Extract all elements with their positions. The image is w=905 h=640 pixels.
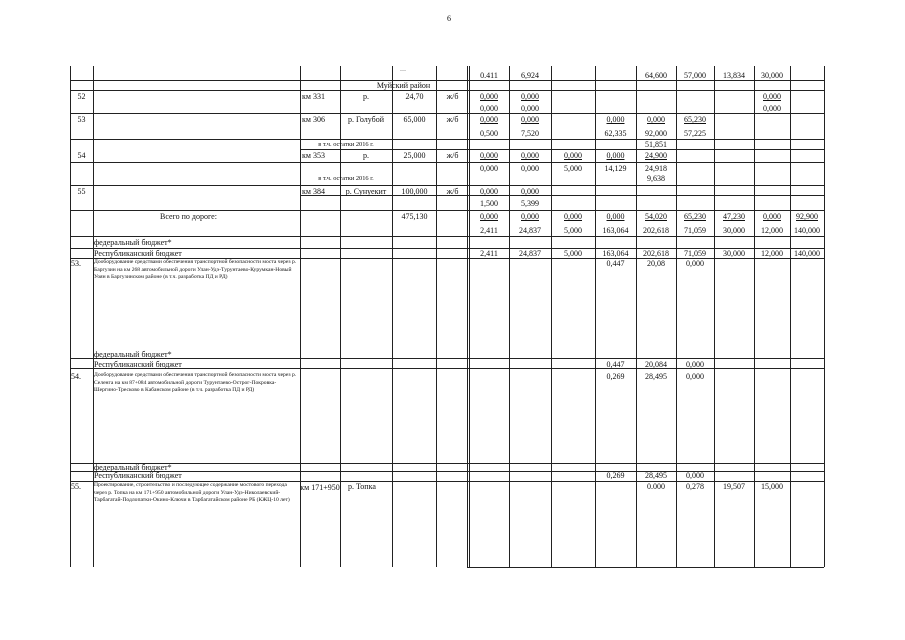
federal-budget-label: федеральный бюджет*	[94, 350, 172, 359]
remainder-label: в т.ч. остатки 2016 г.	[318, 175, 374, 182]
value-cell: 0,269	[606, 471, 625, 480]
federal-budget-label: федеральный бюджет*	[94, 463, 172, 472]
value-cell: 24,900	[645, 151, 667, 160]
value-cell: 92,000	[645, 129, 667, 138]
value-cell: 71,059	[684, 226, 706, 235]
grid-vline	[551, 66, 552, 567]
grid-vline	[714, 66, 715, 567]
item-description: Дооборудование средствами обеспечения транспортной безопасности моста через р. Баргузин на км 268 автомобильной дороги Улан-Удэ-Турунтаево-Курумкан-Новый Уоян в Баргузинском районе (в т.ч. разработка ПД и РД)	[94, 259, 297, 281]
value-cell: 47,230	[723, 212, 745, 221]
km-cell: км 171+950	[300, 483, 340, 492]
total-length: 475,130	[401, 212, 428, 221]
value-cell: 5,399	[521, 199, 539, 208]
federal-budget-label: федеральный бюджет*	[94, 238, 172, 247]
value-cell: 0,000	[686, 259, 704, 268]
value-cell: 15,000	[761, 482, 783, 491]
grid-vline	[467, 66, 468, 567]
grid-vline	[436, 66, 437, 567]
value-cell: 1,500	[480, 199, 498, 208]
value-cell: 9,638	[647, 174, 665, 183]
value-cell: 0,000	[480, 187, 498, 196]
value-cell: 0,000	[686, 360, 704, 369]
value-cell: 0.000	[647, 482, 665, 491]
district-header: Муйский район	[376, 81, 431, 90]
value-cell: 28,495	[645, 471, 667, 480]
value-cell: 30,000	[761, 71, 783, 80]
value-cell: 0,500	[480, 129, 498, 138]
value-cell: 62,335	[604, 129, 627, 138]
value-cell: 0.411	[480, 71, 498, 80]
value-cell: 54,020	[645, 212, 667, 221]
river-cell: р. Сунуекит	[345, 187, 387, 196]
value-cell: 202,618	[643, 249, 669, 258]
value-cell: 51,851	[645, 140, 667, 149]
value-cell: 0,000	[521, 115, 539, 124]
total-label: Всего по дороге:	[160, 212, 217, 221]
grid-hline	[70, 162, 824, 163]
value-cell: 0,278	[686, 482, 704, 491]
value-cell: 0,000	[521, 212, 539, 221]
value-cell: 2,411	[480, 226, 498, 235]
type-cell: ж/б	[446, 92, 459, 101]
value-cell: 65,230	[684, 212, 706, 221]
km-cell: км 353	[302, 151, 325, 160]
grid-hline	[467, 567, 824, 568]
grid-vline	[754, 66, 755, 567]
value-cell: 57,000	[684, 71, 706, 80]
grid-vline	[595, 66, 596, 567]
cut-text: …	[400, 67, 406, 73]
km-cell: км 384	[302, 187, 325, 196]
value-cell: 0,000	[606, 212, 625, 221]
value-cell: 0,000	[763, 212, 781, 221]
km-cell: км 306	[302, 115, 325, 124]
value-cell: 0,000	[564, 212, 582, 221]
length-cell: 65,000	[403, 115, 426, 124]
value-cell: 140,000	[794, 249, 820, 258]
value-cell: 0,000	[480, 151, 498, 160]
grid-hline	[70, 463, 824, 464]
republic-budget-label: Республиканский бюджет	[94, 249, 182, 258]
grid-hline	[70, 210, 824, 211]
value-cell: 0,000	[480, 212, 498, 221]
value-cell: 0,447	[606, 360, 625, 369]
value-cell: 12,000	[761, 226, 783, 235]
value-cell: 163,064	[602, 226, 629, 235]
grid-vline	[469, 66, 470, 567]
grid-vline	[392, 66, 393, 567]
value-cell: 5,000	[564, 164, 582, 173]
grid-vline	[70, 66, 71, 567]
row-number: 54	[77, 151, 86, 160]
grid-hline	[70, 185, 824, 186]
grid-hline	[70, 139, 824, 140]
value-cell: 0,000	[521, 104, 539, 113]
grid-hline	[300, 149, 824, 150]
value-cell: 0,447	[606, 259, 625, 268]
value-cell: 14,129	[604, 164, 627, 173]
value-cell: 24,837	[519, 249, 541, 258]
remainder-label: в т.ч. остатки 2016 г.	[318, 141, 374, 148]
value-cell: 2,411	[480, 249, 498, 258]
grid-hline	[70, 90, 824, 91]
value-cell: 64,600	[645, 71, 667, 80]
value-cell: 71,059	[684, 249, 706, 258]
river-cell: р.	[363, 92, 369, 101]
item-description: Дооборудование средствами обеспечения транспортной безопасности моста через р. Селенга на км 87+084 автомобильной дороги Турунтаево-Острог-Покровка-Шергино-Тресково в Кабанском районе (в т.ч. разработка ПД и РД)	[94, 372, 297, 394]
grid-vline	[509, 66, 510, 567]
value-cell: 28,495	[645, 372, 667, 381]
value-cell: 7,520	[521, 129, 539, 138]
value-cell: 140,000	[794, 226, 820, 235]
length-cell: 24,70	[405, 92, 424, 101]
type-cell: ж/б	[446, 187, 459, 196]
value-cell: 6,924	[521, 71, 539, 80]
item-number: 55.	[71, 482, 81, 491]
river-cell: р. Топка	[348, 482, 376, 491]
value-cell: 24,918	[645, 164, 667, 173]
value-cell: 0,000	[686, 471, 704, 480]
value-cell: 0,000	[521, 187, 539, 196]
value-cell: 163,064	[602, 249, 629, 258]
value-cell: 0,000	[686, 372, 704, 381]
republic-budget-label: Республиканский бюджет	[94, 360, 182, 369]
value-cell: 0,000	[480, 104, 498, 113]
value-cell: 0,000	[606, 151, 625, 160]
river-cell: р.	[363, 151, 369, 160]
value-cell: 0,000	[564, 151, 582, 160]
value-cell: 0,000	[480, 92, 498, 101]
grid-vline	[636, 66, 637, 567]
value-cell: 19,507	[723, 482, 745, 491]
value-cell: 202,618	[643, 226, 669, 235]
value-cell: 13,834	[723, 71, 745, 80]
value-cell: 0,000	[480, 115, 498, 124]
length-cell: 100,000	[401, 187, 428, 196]
value-cell: 57,225	[684, 129, 706, 138]
value-cell: 0,000	[521, 92, 539, 101]
value-cell: 0,000	[763, 92, 781, 101]
value-cell: 5,000	[564, 249, 582, 258]
row-number: 53	[77, 115, 86, 124]
grid-vline	[676, 66, 677, 567]
republic-budget-label: Республиканский бюджет	[94, 471, 182, 480]
value-cell: 65,230	[684, 115, 706, 124]
value-cell: 0,000	[606, 115, 625, 124]
value-cell: 20,08	[647, 259, 665, 268]
grid-vline	[824, 66, 825, 567]
value-cell: 0,000	[521, 151, 539, 160]
row-number: 52	[77, 92, 86, 101]
value-cell: 24,837	[519, 226, 541, 235]
type-cell: ж/б	[446, 115, 459, 124]
value-cell: 0,269	[606, 372, 625, 381]
value-cell: 20,084	[645, 360, 667, 369]
item-number: 54.	[71, 372, 81, 381]
row-number: 55	[77, 187, 86, 196]
grid-hline	[70, 113, 824, 114]
value-cell: 12,000	[761, 249, 783, 258]
grid-hline	[70, 358, 824, 359]
value-cell: 0,000	[647, 115, 665, 124]
value-cell: 30,000	[723, 249, 745, 258]
item-description: Проектирование, строительство и последующее содержание мостового перехода через р. Топка на км 171+950 автомобильной дороги Улан-Удэ-Николаевский-Тарбагатай-Подлопатки-Окино-Ключи в Тарбагатайском районе РБ (КЖЦ-10 лет)	[94, 482, 290, 504]
grid-hline	[70, 236, 824, 237]
value-cell: 0,000	[480, 164, 498, 173]
value-cell: 30,000	[723, 226, 745, 235]
length-cell: 25,000	[403, 151, 426, 160]
type-cell: ж/б	[446, 151, 459, 160]
value-cell: 92,900	[796, 212, 818, 221]
km-cell: км 331	[302, 92, 325, 101]
value-cell: 0,000	[521, 164, 539, 173]
value-cell: 5,000	[564, 226, 582, 235]
river-cell: р. Голубой	[347, 115, 385, 124]
page-number: 6	[447, 14, 451, 23]
item-number: 53.	[71, 259, 81, 268]
value-cell: 0,000	[763, 104, 781, 113]
grid-vline	[790, 66, 791, 567]
